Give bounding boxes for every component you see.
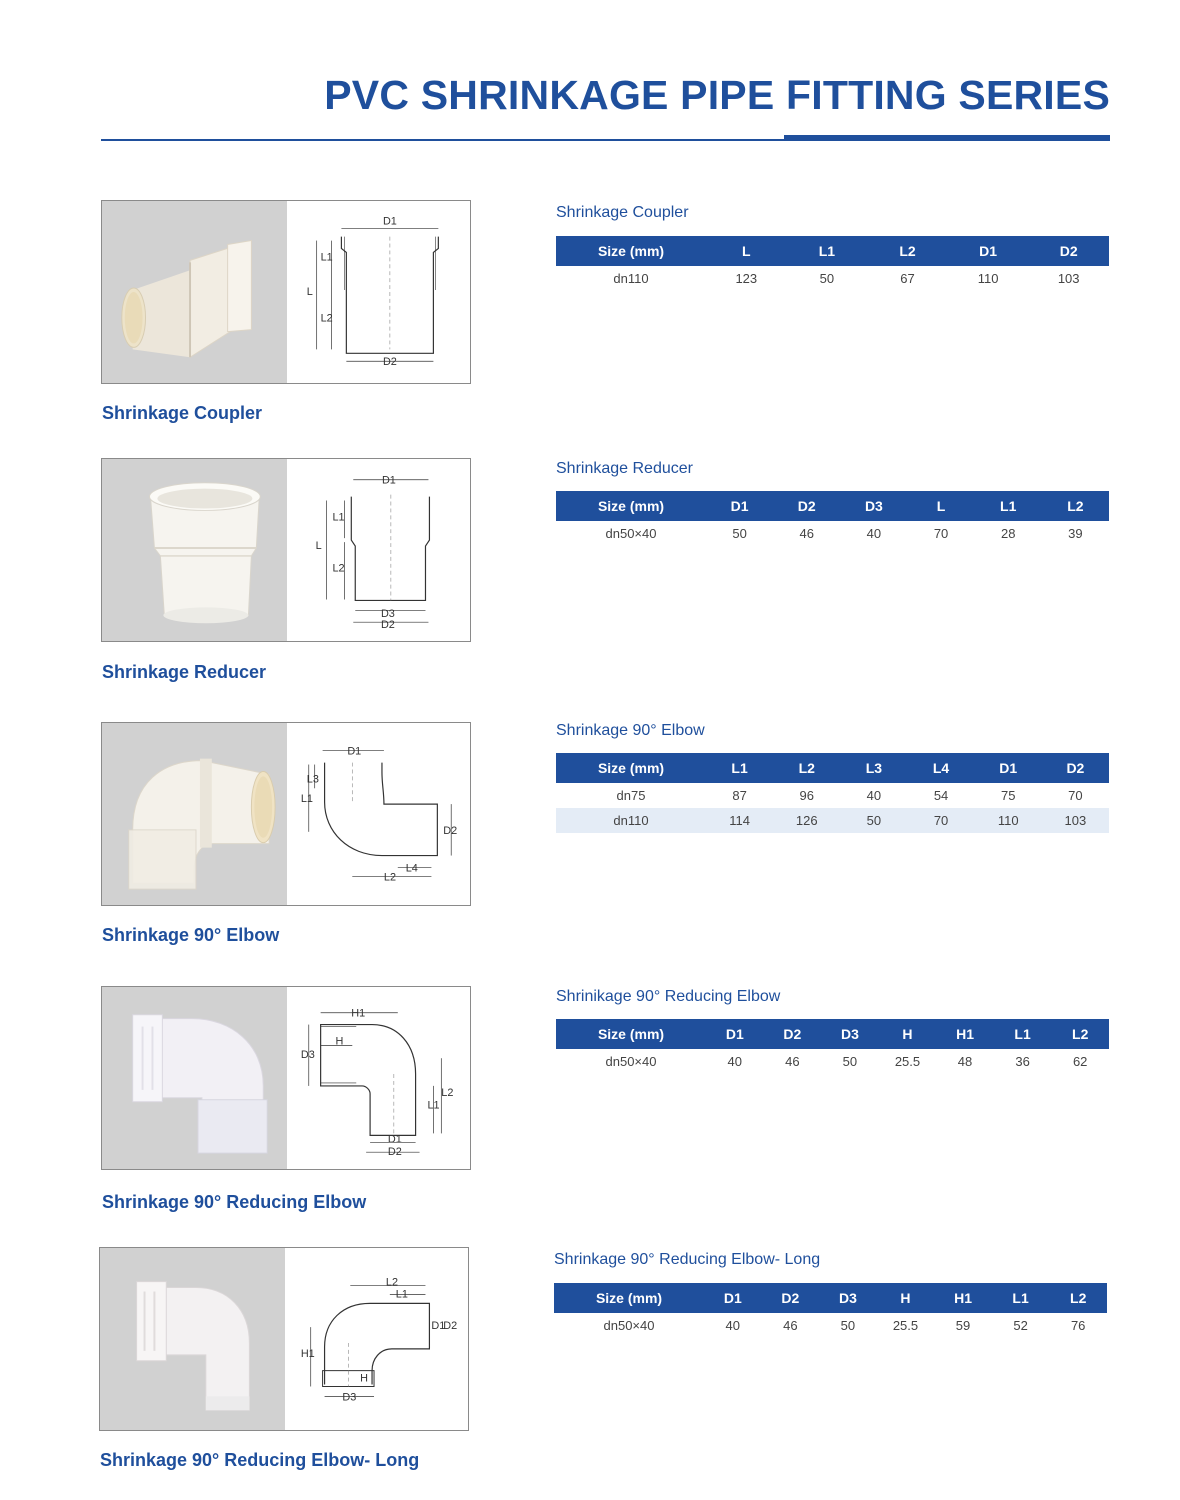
column-header: L2	[867, 236, 948, 266]
drawing-reducing-elbow	[287, 987, 470, 1169]
table-cell: 39	[1068, 526, 1083, 541]
dim-label: L3	[306, 773, 319, 786]
table-cell: 40	[866, 526, 882, 541]
table-cell: 70	[933, 526, 949, 541]
column-header: L3	[840, 753, 907, 783]
table-cell: 36	[1015, 1054, 1030, 1069]
column-header: L2	[773, 753, 840, 783]
product-panel-elbow	[101, 722, 471, 906]
table-cell: 50	[819, 271, 835, 286]
table-row	[556, 1049, 1109, 1074]
table-cell: 50	[842, 1054, 858, 1069]
drawing-coupler	[287, 201, 470, 383]
table-cell: 50	[840, 1318, 856, 1333]
dim-label: L1	[427, 1099, 440, 1112]
product-panel-coupler	[101, 200, 471, 384]
dim-label: H1	[300, 1347, 315, 1360]
dim-label: L2	[383, 871, 397, 884]
dim-label: D3	[300, 1049, 315, 1062]
column-header: H	[877, 1283, 935, 1313]
column-header: L1	[706, 753, 773, 783]
product-photo-reducing-elbow-long	[100, 1248, 285, 1430]
table-cell: 70	[907, 808, 974, 833]
spec-table-elbow	[556, 753, 1109, 833]
dim-label: L1	[300, 793, 313, 806]
column-header: D2	[762, 1283, 820, 1313]
table-cell: 40	[725, 1318, 741, 1333]
table-row	[556, 521, 1109, 546]
table-header-row	[556, 753, 1109, 783]
table-cell: 48	[957, 1054, 973, 1069]
dim-label: L2	[332, 562, 345, 575]
dim-label: D1	[381, 474, 396, 487]
table-cell: dn50×40	[605, 526, 657, 541]
dim-label: L	[315, 540, 322, 553]
page-title: PVC SHRINKAGE PIPE FITTING SERIES	[324, 72, 1110, 118]
spec-table-reducing-elbow-long	[554, 1283, 1107, 1338]
table-row	[556, 266, 1109, 291]
table-cell: 75	[1000, 788, 1016, 803]
spec-table-reducing-elbow	[556, 1019, 1109, 1074]
table-cell: dn50×40	[605, 1054, 657, 1069]
table-cell: 96	[799, 788, 814, 803]
column-header: D2	[1028, 236, 1109, 266]
table-cell: 110	[975, 808, 1042, 833]
table-cell: 40	[727, 1054, 743, 1069]
column-header: D2	[764, 1019, 822, 1049]
dim-label: L2	[441, 1086, 454, 1099]
table-cell: 114	[706, 808, 773, 833]
table-cell: 103	[1042, 808, 1109, 833]
column-header: D2	[773, 491, 840, 521]
spec-table-coupler	[556, 236, 1109, 291]
table-cell: 40	[866, 788, 882, 803]
dim-label: D1	[347, 745, 362, 758]
spec-table-title: Shrinikage 90° Reducing Elbow	[556, 988, 781, 1005]
column-header: D3	[821, 1019, 879, 1049]
dim-label: L2	[320, 312, 333, 325]
column-header: L	[907, 491, 974, 521]
column-header: L1	[787, 236, 868, 266]
table-header-row	[554, 1283, 1107, 1313]
table-row	[556, 808, 1109, 833]
table-header-row	[556, 491, 1109, 521]
product-panel-reducing-elbow	[101, 986, 471, 1170]
table-cell: 87	[732, 788, 747, 803]
drawing-reducer	[287, 459, 470, 641]
table-cell: 46	[785, 1054, 800, 1069]
dim-label: H	[335, 1035, 344, 1048]
dim-label: L4	[405, 862, 418, 875]
table-cell: 50	[840, 808, 907, 833]
dim-label: D2	[382, 356, 397, 369]
table-row	[556, 783, 1109, 808]
column-header: D3	[819, 1283, 877, 1313]
table-cell: 59	[955, 1318, 971, 1333]
product-name: Shrinkage 90° Elbow	[102, 925, 280, 945]
table-cell: 46	[783, 1318, 798, 1333]
column-header: D3	[840, 491, 907, 521]
table-header-row	[556, 1019, 1109, 1049]
column-header: D2	[1042, 753, 1109, 783]
drawing-elbow	[287, 723, 470, 905]
column-header: L1	[992, 1283, 1050, 1313]
column-header: L2	[1051, 1019, 1109, 1049]
product-name: Shrinkage 90° Reducing Elbow- Long	[100, 1450, 420, 1470]
product-name: Shrinkage Coupler	[102, 403, 263, 423]
table-cell: 54	[933, 788, 949, 803]
table-cell: 25.5	[892, 1318, 919, 1333]
product-name: Shrinkage 90° Reducing Elbow	[102, 1192, 367, 1212]
table-cell: 52	[1013, 1318, 1028, 1333]
spec-table-title: Shrinkage Coupler	[556, 204, 689, 221]
column-header: Size (mm)	[556, 236, 706, 266]
table-cell: 46	[799, 526, 814, 541]
dim-label: L1	[320, 251, 333, 264]
spec-table-title: Shrinkage Reducer	[556, 460, 693, 477]
product-photo-coupler	[102, 201, 287, 383]
spec-table-title: Shrinkage 90° Elbow	[556, 722, 705, 739]
column-header: H	[879, 1019, 937, 1049]
column-header: L2	[1042, 491, 1109, 521]
column-header: H1	[936, 1019, 994, 1049]
column-header: D1	[948, 236, 1029, 266]
dim-label: L	[306, 285, 313, 298]
column-header: L4	[907, 753, 974, 783]
column-header: Size (mm)	[556, 1019, 706, 1049]
product-panel-reducer	[101, 458, 471, 642]
table-cell: 70	[1068, 788, 1083, 803]
column-header: H1	[934, 1283, 992, 1313]
dim-label: D1	[382, 215, 397, 228]
table-cell: 110	[977, 271, 999, 286]
column-header: Size (mm)	[556, 491, 706, 521]
table-cell: 103	[1057, 271, 1080, 286]
product-photo-reducing-elbow	[102, 987, 287, 1169]
table-row	[554, 1313, 1107, 1338]
header-rule-accent	[784, 135, 1110, 141]
dim-label: H	[360, 1372, 369, 1385]
column-header: D1	[706, 491, 773, 521]
product-photo-reducer	[102, 459, 287, 641]
column-header: L2	[1049, 1283, 1107, 1313]
dim-label: L1	[395, 1288, 408, 1301]
table-cell: dn110	[556, 808, 706, 833]
product-photo-elbow	[102, 723, 287, 905]
spec-table-title: Shrinkage 90° Reducing Elbow- Long	[554, 1251, 821, 1268]
column-header: D1	[706, 1019, 764, 1049]
table-cell: dn50×40	[603, 1318, 655, 1333]
table-cell: 76	[1070, 1318, 1086, 1333]
dim-label: L2	[385, 1276, 399, 1289]
dim-label: D1	[387, 1133, 402, 1146]
table-cell: 126	[773, 808, 840, 833]
table-cell: 67	[900, 271, 915, 286]
table-cell: 50	[732, 526, 747, 541]
product-panel-reducing-elbow-long	[99, 1247, 469, 1431]
dim-label: D1	[431, 1320, 446, 1333]
drawing-reducing-elbow-long	[285, 1248, 468, 1430]
column-header: Size (mm)	[554, 1283, 704, 1313]
dim-label: D3	[380, 608, 395, 621]
dim-label: D2	[387, 1146, 402, 1159]
dim-label: D2	[443, 824, 458, 837]
dim-label: L1	[332, 511, 345, 524]
column-header: L1	[994, 1019, 1052, 1049]
dim-label: D3	[342, 1391, 357, 1404]
table-cell: dn110	[613, 271, 649, 286]
table-cell: 62	[1072, 1054, 1088, 1069]
table-cell: 28	[1000, 526, 1016, 541]
spec-table-reducer	[556, 491, 1109, 546]
table-cell: dn75	[616, 788, 646, 803]
table-header-row	[556, 236, 1109, 266]
column-header: D1	[975, 753, 1042, 783]
column-header: Size (mm)	[556, 753, 706, 783]
column-header: L	[706, 236, 787, 266]
column-header: D1	[704, 1283, 762, 1313]
dim-label: H1	[351, 1007, 366, 1020]
dim-label: D2	[443, 1320, 458, 1333]
table-cell: 25.5	[894, 1054, 921, 1069]
product-name: Shrinkage Reducer	[102, 662, 267, 682]
table-cell: 123	[735, 271, 758, 286]
dim-label: D2	[380, 619, 395, 632]
column-header: L1	[975, 491, 1042, 521]
